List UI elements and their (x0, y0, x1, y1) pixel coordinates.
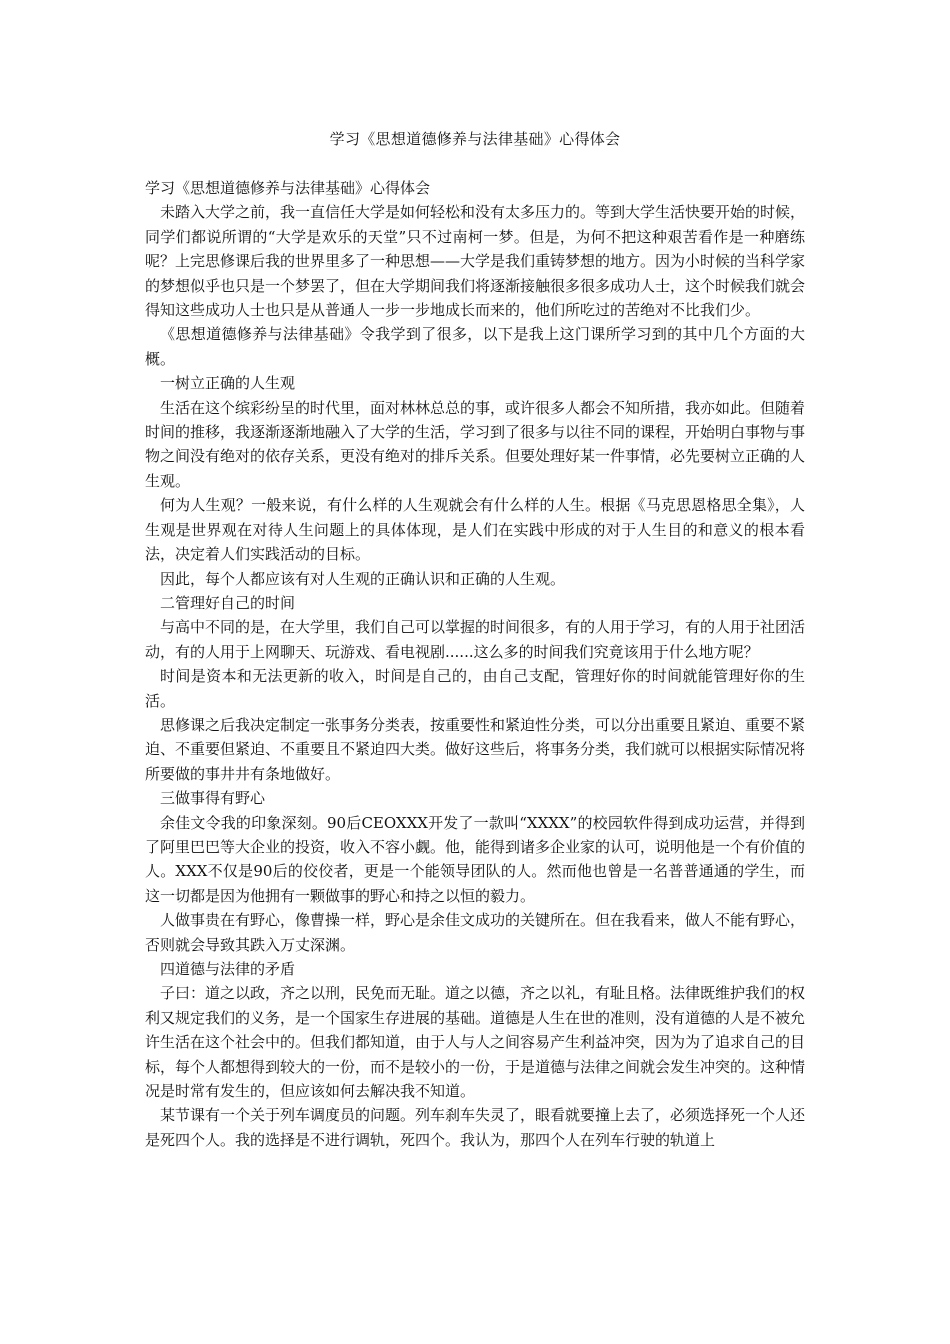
section-heading-1: 一树立正确的人生观 (160, 374, 296, 393)
document-title: 学习《思想道德修养与法律基础》心得体会 (329, 130, 621, 148)
paragraph: 何为人生观？一般来说，有什么样的人生观就会有什么样的人生。根据《马克思恩格思全集》，人生观是世界观在对待人生问题上的具体体现，是人们在实践中形成的对于人生目的和意义的根本看法，决定着人们实践活动的目标。 (145, 496, 805, 564)
section-heading-3: 三做事得有野心 (160, 789, 266, 808)
section-heading-4: 四道德与法律的矛盾 (160, 960, 296, 978)
section-heading-2: 二管理好自己的时间 (160, 593, 296, 612)
paragraph: 余佳文令我的印象深刻。90后CEOXXX开发了一款叫“XXXX”的校园软件得到成功运营，并得到了阿里巴巴等大企业的投资，收入不容小觑。他，能得到诸多企业家的认可，说明他是一个有价值的人。XXX不仅是90后的佼佼者，更是一个能领导团队的人。然而他也曾是一名普普通通的学生，而这一切都是因为他拥有一颗做事的野心和持之以恒的毅力。 (145, 813, 806, 905)
paragraph-intro: 未踏入大学之前，我一直信任大学是如何轻松和没有太多压力的。等到大学生活快要开始的时候，同学们都说所谓的“大学是欢乐的天堂”只不过南柯一梦。但是，为何不把这种艰苦看作是一种磨练呢？上完思修课后我的世界里多了一种思想——大学是我们重铸梦想的地方。因为小时候的当科学家的梦想似乎也只是一个梦罢了，但在大学期间我们将逐渐接触很多很多成功人士，这个时候我们就会得知这些成功人士也只是从普通人一步一步地成长而来的，他们所吃过的苦绝对不比我们少。 (145, 203, 806, 320)
paragraph: 人做事贵在有野心，像曹操一样，野心是余佳文成功的关键所在。但在我看来，做人不能有野心，否则就会导致其跌入万丈深渊。 (145, 911, 806, 954)
paragraph: 某节课有一个关于列车调度员的问题。列车刹车失灵了，眼看就要撞上去了，必须选择死一个人还是死四个人。我的选择是不进行调轨，死四个。我认为，那四个人在列车行驶的轨道上 (145, 1106, 806, 1149)
paragraph: 时间是资本和无法更新的收入，时间是自己的，由自己支配，管理好你的时间就能管理好你的生活。 (145, 667, 805, 710)
paragraph: 生活在这个缤彩纷呈的时代里，面对林林总总的事，或许很多人都会不知所措，我亦如此。但随着时间的推移，我逐渐逐渐地融入了大学的生活，学习到了很多与以往不同的课程，开始明白事物与事物之间没有绝对的依存关系，更没有绝对的排斥关系。但要处理好某一件事情，必先要树立正确的人生观。 (145, 398, 806, 490)
paragraph: 与高中不同的是，在大学里，我们自己可以掌握的时间很多，有的人用于学习，有的人用于社团活动，有的人用于上网聊天、玩游戏、看电视剧......这么多的时间我们究竟该用于什么地方呢？ (145, 618, 806, 661)
paragraph: 思修课之后我决定制定一张事务分类表，按重要性和紧迫性分类，可以分出重要且紧迫、重要不紧迫、不重要但紧迫、不重要且不紧迫四大类。做好这些后，将事务分类，我们就可以根据实际情况将所要做的事井井有条地做好。 (145, 715, 806, 783)
paragraph-course-overview: 《思想道德修养与法律基础》令我学到了很多，以下是我上这门课所学习到的其中几个方面的大概。 (145, 325, 805, 368)
paragraph: 子曰：道之以政，齐之以刑，民免而无耻。道之以德，齐之以礼，有耻且格。法律既维护我们的权利又规定我们的义务，是一个国家生存进展的基础。道德是人生在世的准则，没有道德的人是不被允许生活在这个社会中的。但我们都知道，由于人与人之间容易产生利益冲突，因为为了追求自己的目标，每个人都想得到较大的一份，而不是较小的一份，于是道德与法律之间就会发生冲突的。这种情况是时常有发生的，但应该如何去解决我不知道。 (145, 984, 806, 1101)
document-body (145, 176, 805, 1152)
document-subtitle: 学习《思想道德修养与法律基础》心得体会 (145, 179, 431, 197)
paragraph: 因此，每个人都应该有对人生观的正确认识和正确的人生观。 (160, 569, 566, 588)
